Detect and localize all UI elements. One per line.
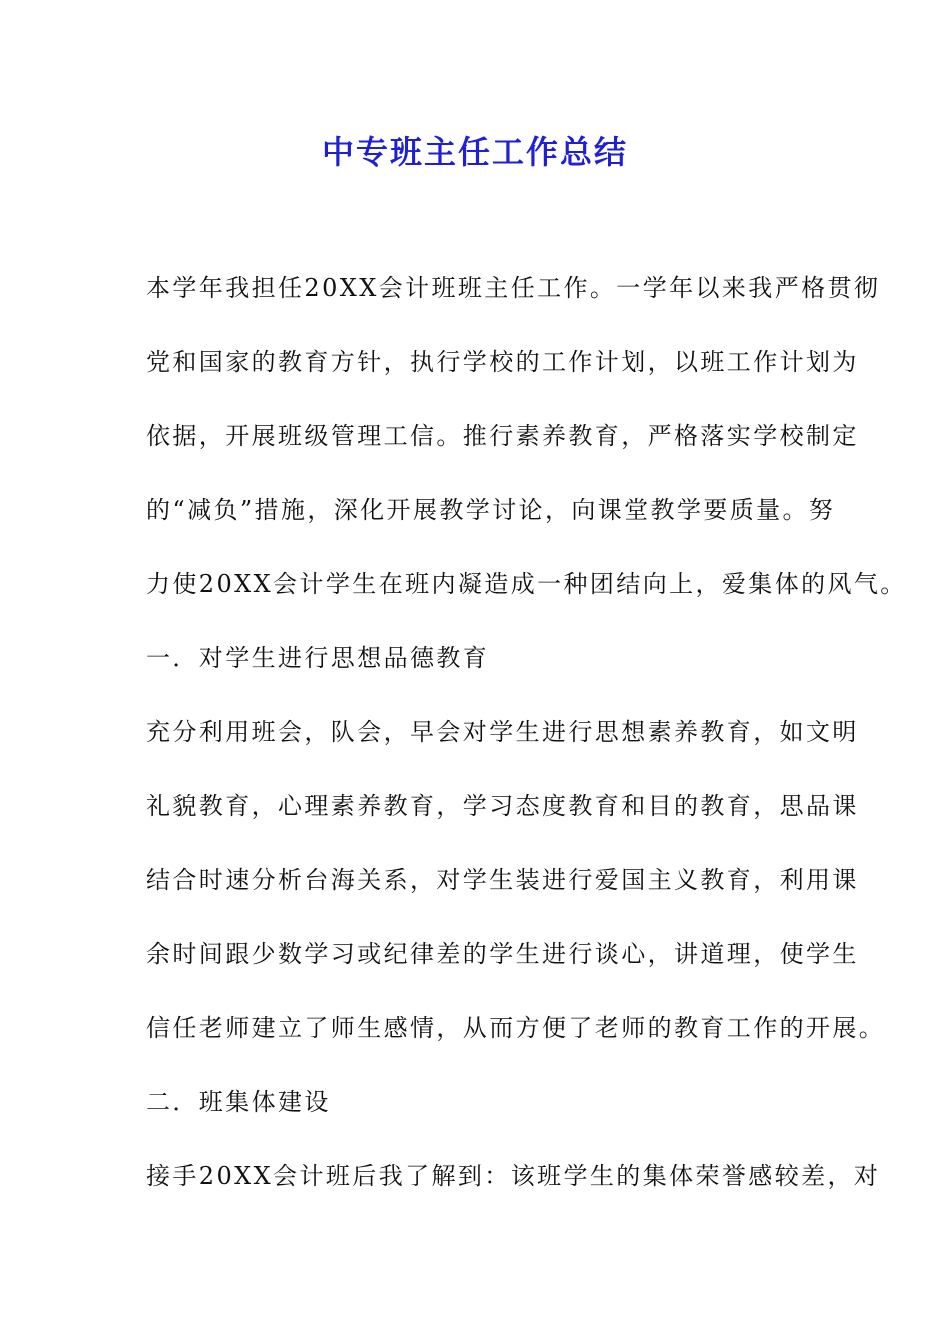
paragraph-line: 的“减负”措施，深化开展教学讨论，向课堂教学要质量。努	[146, 496, 836, 524]
paragraph-line: 党和国家的教育方针，执行学校的工作计划，以班工作计划为	[146, 348, 859, 376]
section-heading-2: 二．班集体建设	[146, 1088, 331, 1116]
paragraph-line: 力使20XX会计学生在班内凝造成一种团结向上，爱集体的风气。	[146, 570, 907, 598]
paragraph-line: 依据，开展班级管理工信。推行素养教育，严格落实学校制定	[146, 422, 859, 450]
paragraph-line: 结合时速分析台海关系，对学生装进行爱国主义教育，利用课	[146, 866, 859, 894]
paragraph-line: 接手20XX会计班后我了解到：该班学生的集体荣誉感较差，对	[146, 1162, 881, 1190]
section-heading-1: 一．对学生进行思想品德教育	[146, 644, 490, 672]
page-title: 中专班主任工作总结	[321, 133, 628, 171]
paragraph-line: 礼貌教育，心理素养教育，学习态度教育和目的教育，思品课	[146, 792, 859, 820]
paragraph-line: 本学年我担任20XX会计班班主任工作。一学年以来我严格贯彻	[146, 274, 881, 302]
paragraph-line: 充分利用班会，队会，早会对学生进行思想素养教育，如文明	[146, 718, 859, 746]
paragraph-line: 余时间跟少数学习或纪律差的学生进行谈心，讲道理，使学生	[146, 940, 859, 968]
paragraph-line: 信任老师建立了师生感情，从而方便了老师的教育工作的开展。	[146, 1014, 886, 1042]
